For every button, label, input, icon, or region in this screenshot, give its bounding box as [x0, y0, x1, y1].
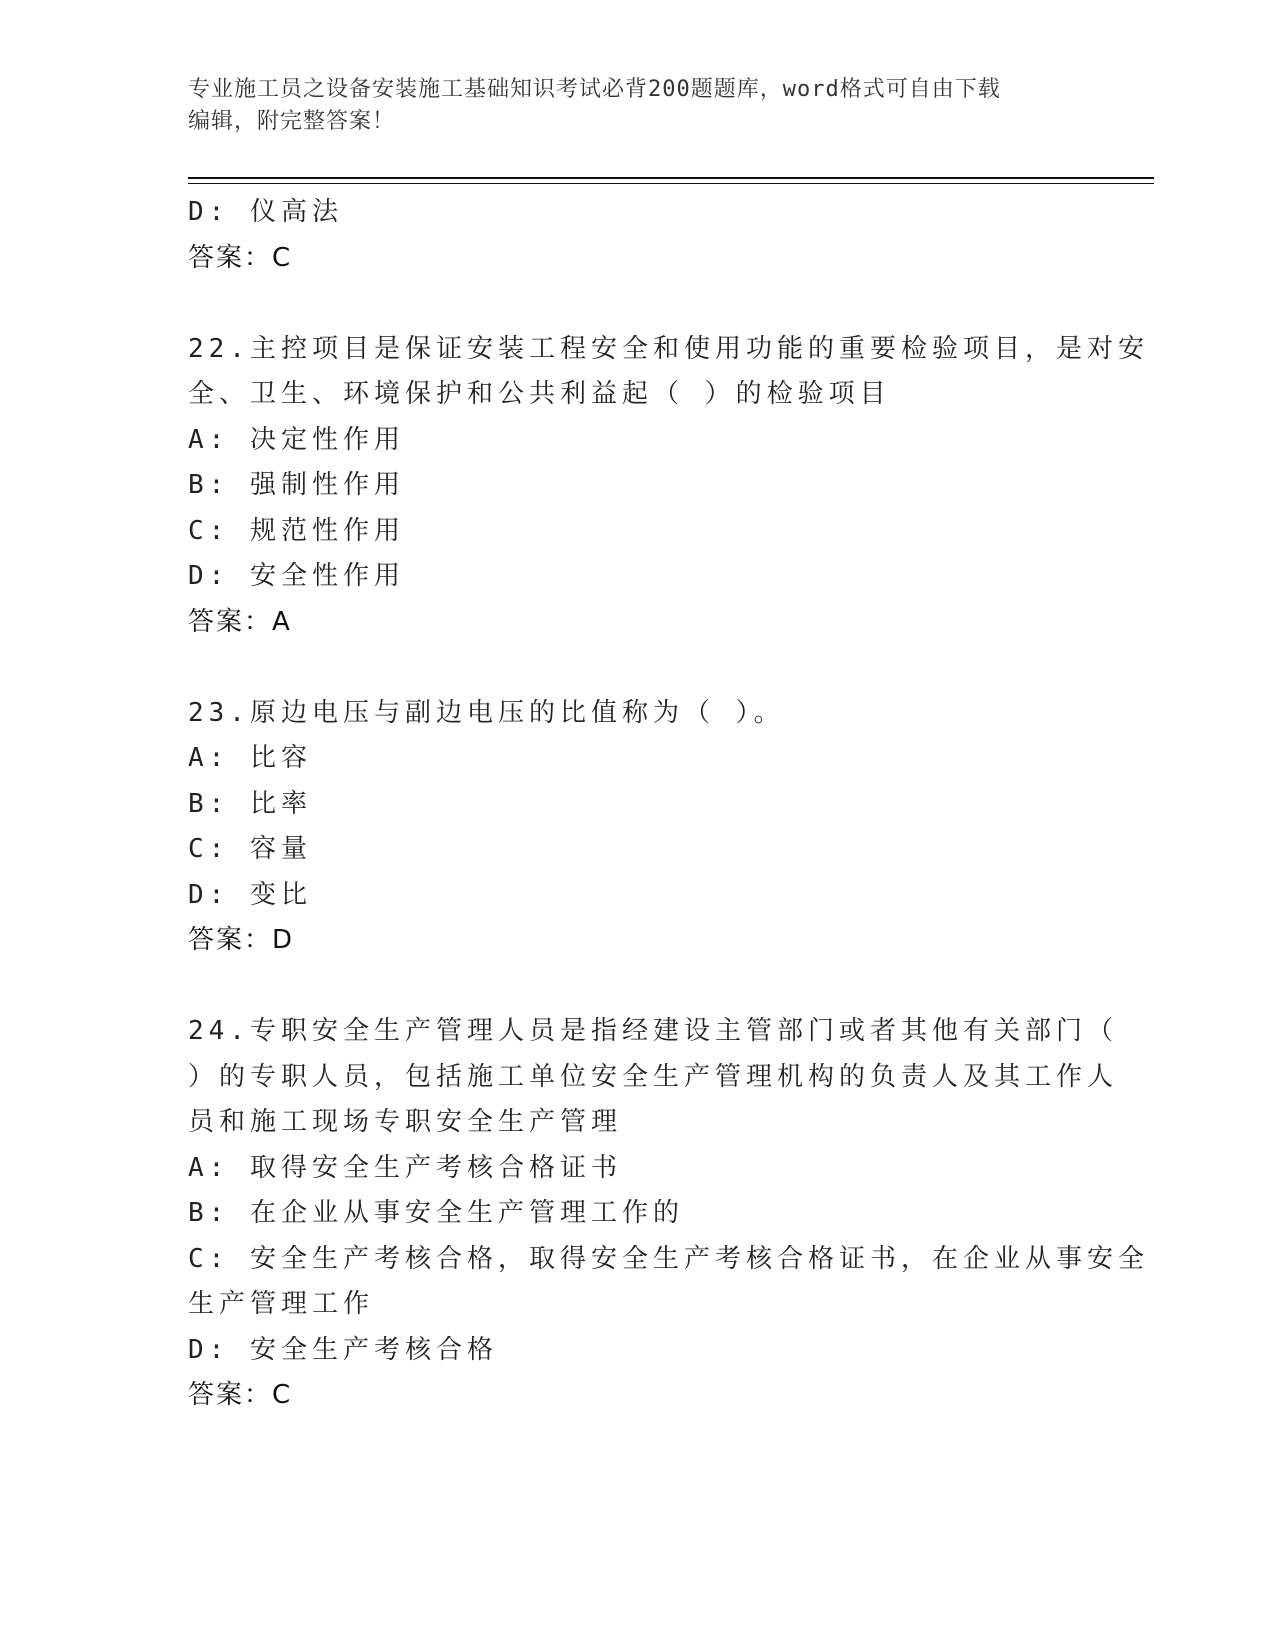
option-a: A: 比容 [188, 743, 312, 773]
header-line-1: 专业施工员之设备安装施工基础知识考试必背200题题库，word格式可自由下载 [188, 77, 1001, 102]
option-a: A: 决定性作用 [188, 424, 405, 455]
option-b: B: 在企业从事安全生产管理工作的 [188, 1198, 684, 1228]
previous-question-tail [188, 190, 1078, 281]
option-c-line-1: C: 安全生产考核合格，取得安全生产考核合格证书，在企业从事安全 [188, 1243, 1149, 1274]
option-c-line-2: 生产管理工作 [188, 1289, 375, 1319]
document-header [188, 74, 1088, 138]
answer-line: 答案：C [188, 242, 293, 273]
option-b: B: 强制性作用 [188, 470, 405, 500]
header-line-2: 编辑，附完整答案！ [188, 109, 396, 134]
question-list [188, 190, 1149, 1419]
question-24 [188, 1009, 1149, 1419]
spacer [188, 645, 1078, 691]
question-stem-line: 全、卫生、环境保护和公共利益起（ ）的检验项目 [188, 379, 891, 409]
question-stem-line: 24.专职安全生产管理人员是指经建设主管部门或者其他有关部门（ [188, 1016, 1118, 1046]
question-23 [188, 691, 1078, 964]
option-d: D: 仪高法 [188, 197, 343, 227]
option-d: D: 变比 [188, 879, 312, 910]
question-stem-line: 22.主控项目是保证安装工程安全和使用功能的重要检验项目，是对安 [188, 333, 1149, 364]
option-c: C: 规范性作用 [188, 515, 405, 546]
header-divider-thick [188, 177, 1154, 179]
question-22 [188, 327, 1149, 646]
answer-line: 答案：D [188, 925, 295, 955]
question-stem-line: 员和施工现场专职安全生产管理 [188, 1107, 623, 1137]
answer-line: 答案：A [188, 606, 292, 637]
option-b: B: 比率 [188, 788, 312, 819]
option-c: C: 容量 [188, 834, 312, 864]
option-a: A: 取得安全生产考核合格证书 [188, 1152, 622, 1183]
question-stem-line: 23.原边电压与副边电压的比值称为（ ）。 [188, 697, 785, 728]
option-d: D: 安全生产考核合格 [188, 1334, 498, 1365]
spacer [188, 964, 1078, 1010]
option-d: D: 安全性作用 [188, 561, 405, 591]
spacer [188, 281, 1078, 327]
header-divider-thin [188, 183, 1154, 184]
answer-line: 答案：C [188, 1380, 293, 1410]
question-stem-line: ）的专职人员，包括施工单位安全生产管理机构的负责人及其工作人 [188, 1061, 1119, 1092]
